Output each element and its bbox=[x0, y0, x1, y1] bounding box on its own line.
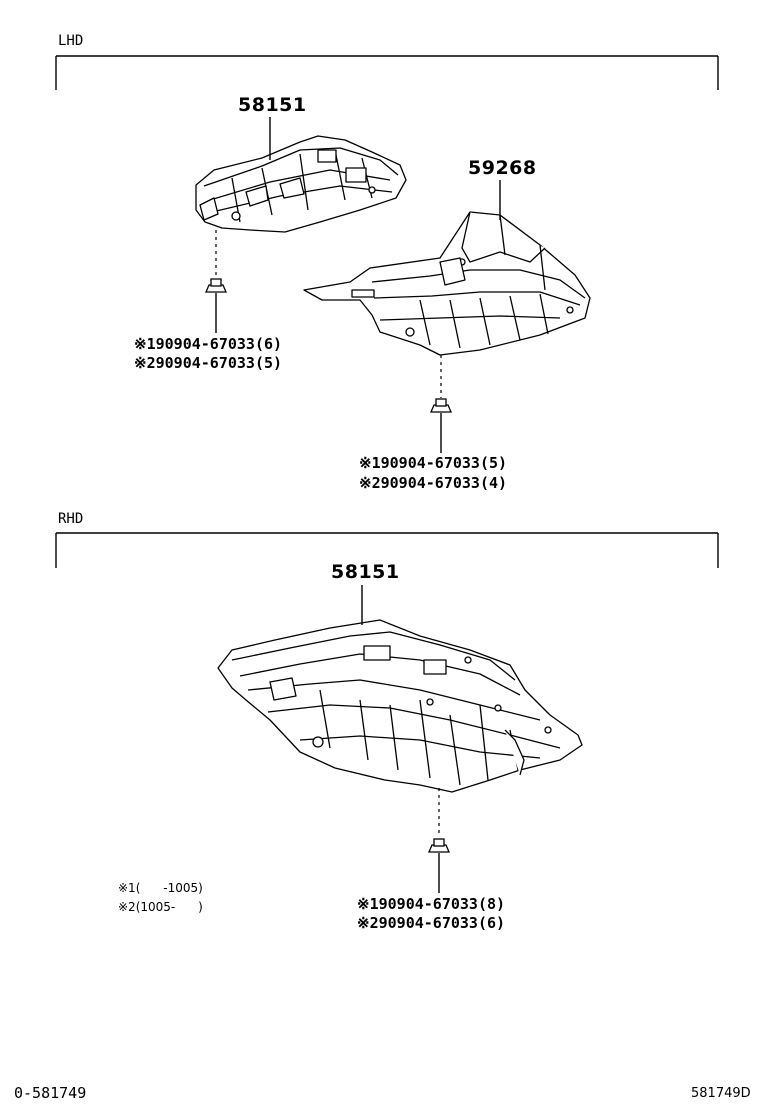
lhd-section-label: LHD bbox=[58, 33, 84, 49]
variant-mark: ※1 bbox=[359, 454, 381, 472]
variant-mark: ※1 bbox=[134, 335, 156, 353]
variant-mark: ※1 bbox=[118, 881, 136, 895]
fastener-callout-row[interactable] bbox=[134, 354, 282, 372]
fastener-callout-row[interactable] bbox=[357, 914, 505, 932]
variant-note-text: ( -1005) bbox=[135, 881, 203, 895]
fastener-part-number: 90904-67033(5) bbox=[380, 454, 508, 472]
fastener-callout-row[interactable] bbox=[134, 335, 282, 353]
fastener-part-number: 90904-67033(6) bbox=[155, 335, 283, 353]
fastener-part-number: 90904-67033(8) bbox=[378, 895, 506, 913]
fastener-part-number: 90904-67033(6) bbox=[378, 914, 506, 932]
part-58151-lhd-drawing bbox=[196, 136, 406, 232]
clip-lhd-left bbox=[206, 279, 226, 292]
lhd-section-bracket bbox=[56, 56, 718, 90]
variant-mark: ※2 bbox=[134, 354, 156, 372]
clip-rhd bbox=[429, 839, 449, 852]
part-number-58151-lhd[interactable]: 58151 bbox=[238, 94, 307, 116]
variant-note bbox=[118, 881, 203, 895]
rhd-section-label: RHD bbox=[58, 511, 84, 527]
variant-mark: ※1 bbox=[357, 895, 379, 913]
variant-note bbox=[118, 900, 203, 914]
variant-mark: ※2 bbox=[357, 914, 379, 932]
fastener-callout-row[interactable] bbox=[359, 474, 507, 492]
fastener-part-number: 90904-67033(4) bbox=[380, 474, 508, 492]
part-number-59268[interactable]: 59268 bbox=[468, 157, 537, 179]
fastener-part-number: 90904-67033(5) bbox=[155, 354, 283, 372]
fastener-callout-row[interactable] bbox=[357, 895, 505, 913]
illustration-code-right: 581749D bbox=[691, 1086, 751, 1101]
part-58151-rhd-drawing bbox=[218, 620, 582, 792]
part-59268-drawing bbox=[304, 212, 590, 355]
variant-mark: ※2 bbox=[118, 900, 136, 914]
illustration-code-left: 0-581749 bbox=[14, 1084, 87, 1102]
fastener-callout-row[interactable] bbox=[359, 454, 507, 472]
variant-note-text: (1005- ) bbox=[135, 900, 203, 914]
part-number-58151-rhd[interactable]: 58151 bbox=[331, 561, 400, 583]
clip-lhd-right bbox=[431, 399, 451, 412]
variant-mark: ※2 bbox=[359, 474, 381, 492]
